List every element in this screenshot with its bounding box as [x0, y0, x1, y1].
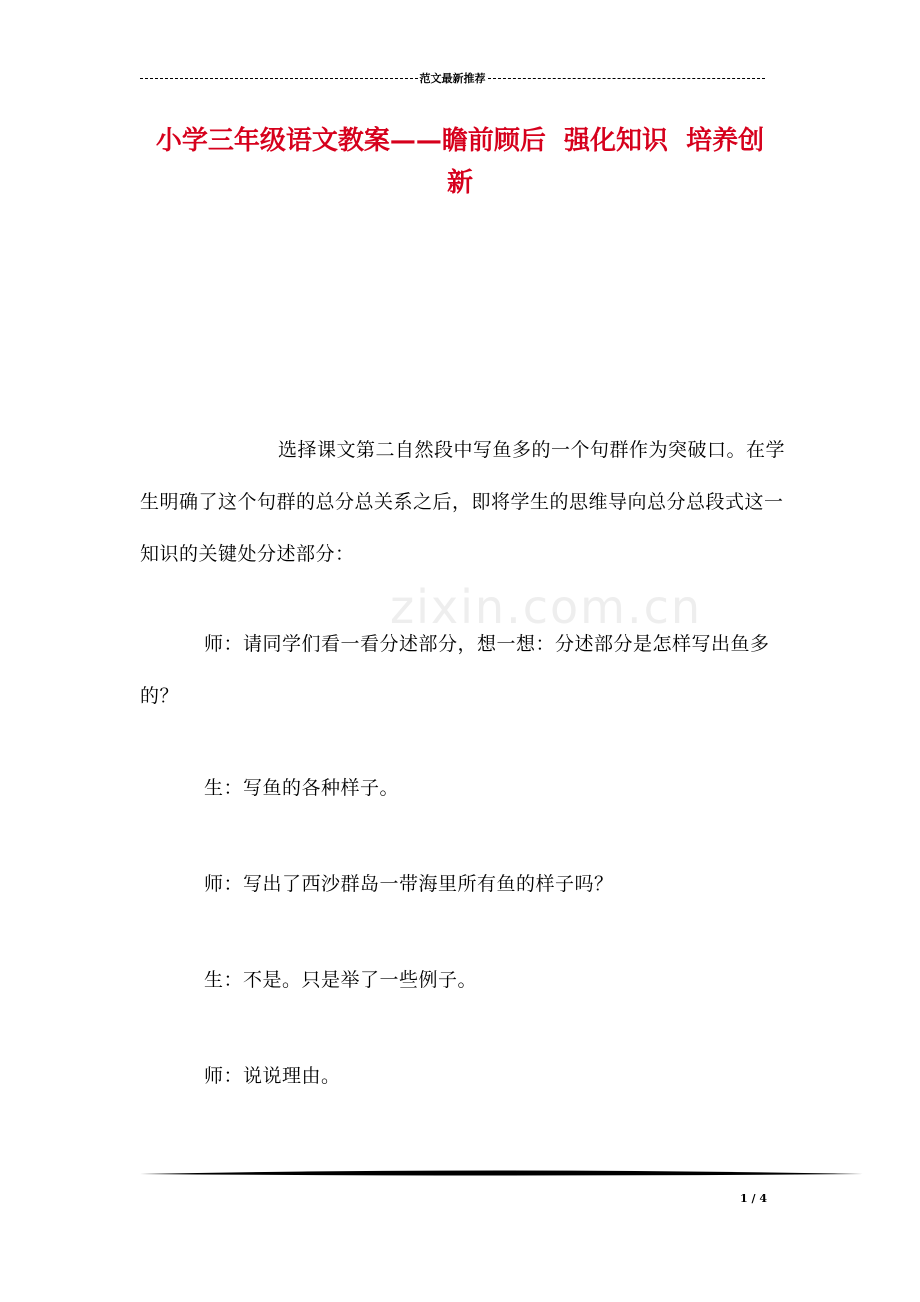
footer-divider — [140, 1168, 863, 1180]
page-header — [140, 68, 765, 88]
dialog-line-student-2: 生：不是。只是举了一些例子。 — [204, 969, 478, 991]
page-number: 1 / 4 — [740, 1192, 767, 1205]
paragraph-intro-text: 选择课文第二自然段中写鱼多的一个句群作为突破口。在学生明确了这个句群的总分总关系之后，即将学生的思维导向总分总段式这一知识的关键处分述部分： — [140, 439, 786, 565]
dialog-line-teacher-2: 师：写出了西沙群岛一带海里所有鱼的样子吗？ — [204, 873, 614, 895]
header-dash-left — [140, 78, 418, 79]
document-title: 小学三年级语文教案——瞻前顾后 强化知识 培养创 新 — [155, 126, 765, 198]
header-dash-right — [488, 78, 766, 79]
dialog-line-teacher-1: 师：请同学们看一看分述部分，想一想：分述部分是怎样写出鱼多的？ — [140, 633, 770, 707]
paragraph-intro — [140, 424, 790, 580]
dialog-line-student-1: 生：写鱼的各种样子。 — [204, 777, 400, 799]
header-label: 范文最新推荐 — [419, 72, 486, 85]
dialog-line-teacher-3: 师：说说理由。 — [204, 1065, 341, 1087]
watermark-text: zixin.com.cn — [390, 580, 703, 634]
